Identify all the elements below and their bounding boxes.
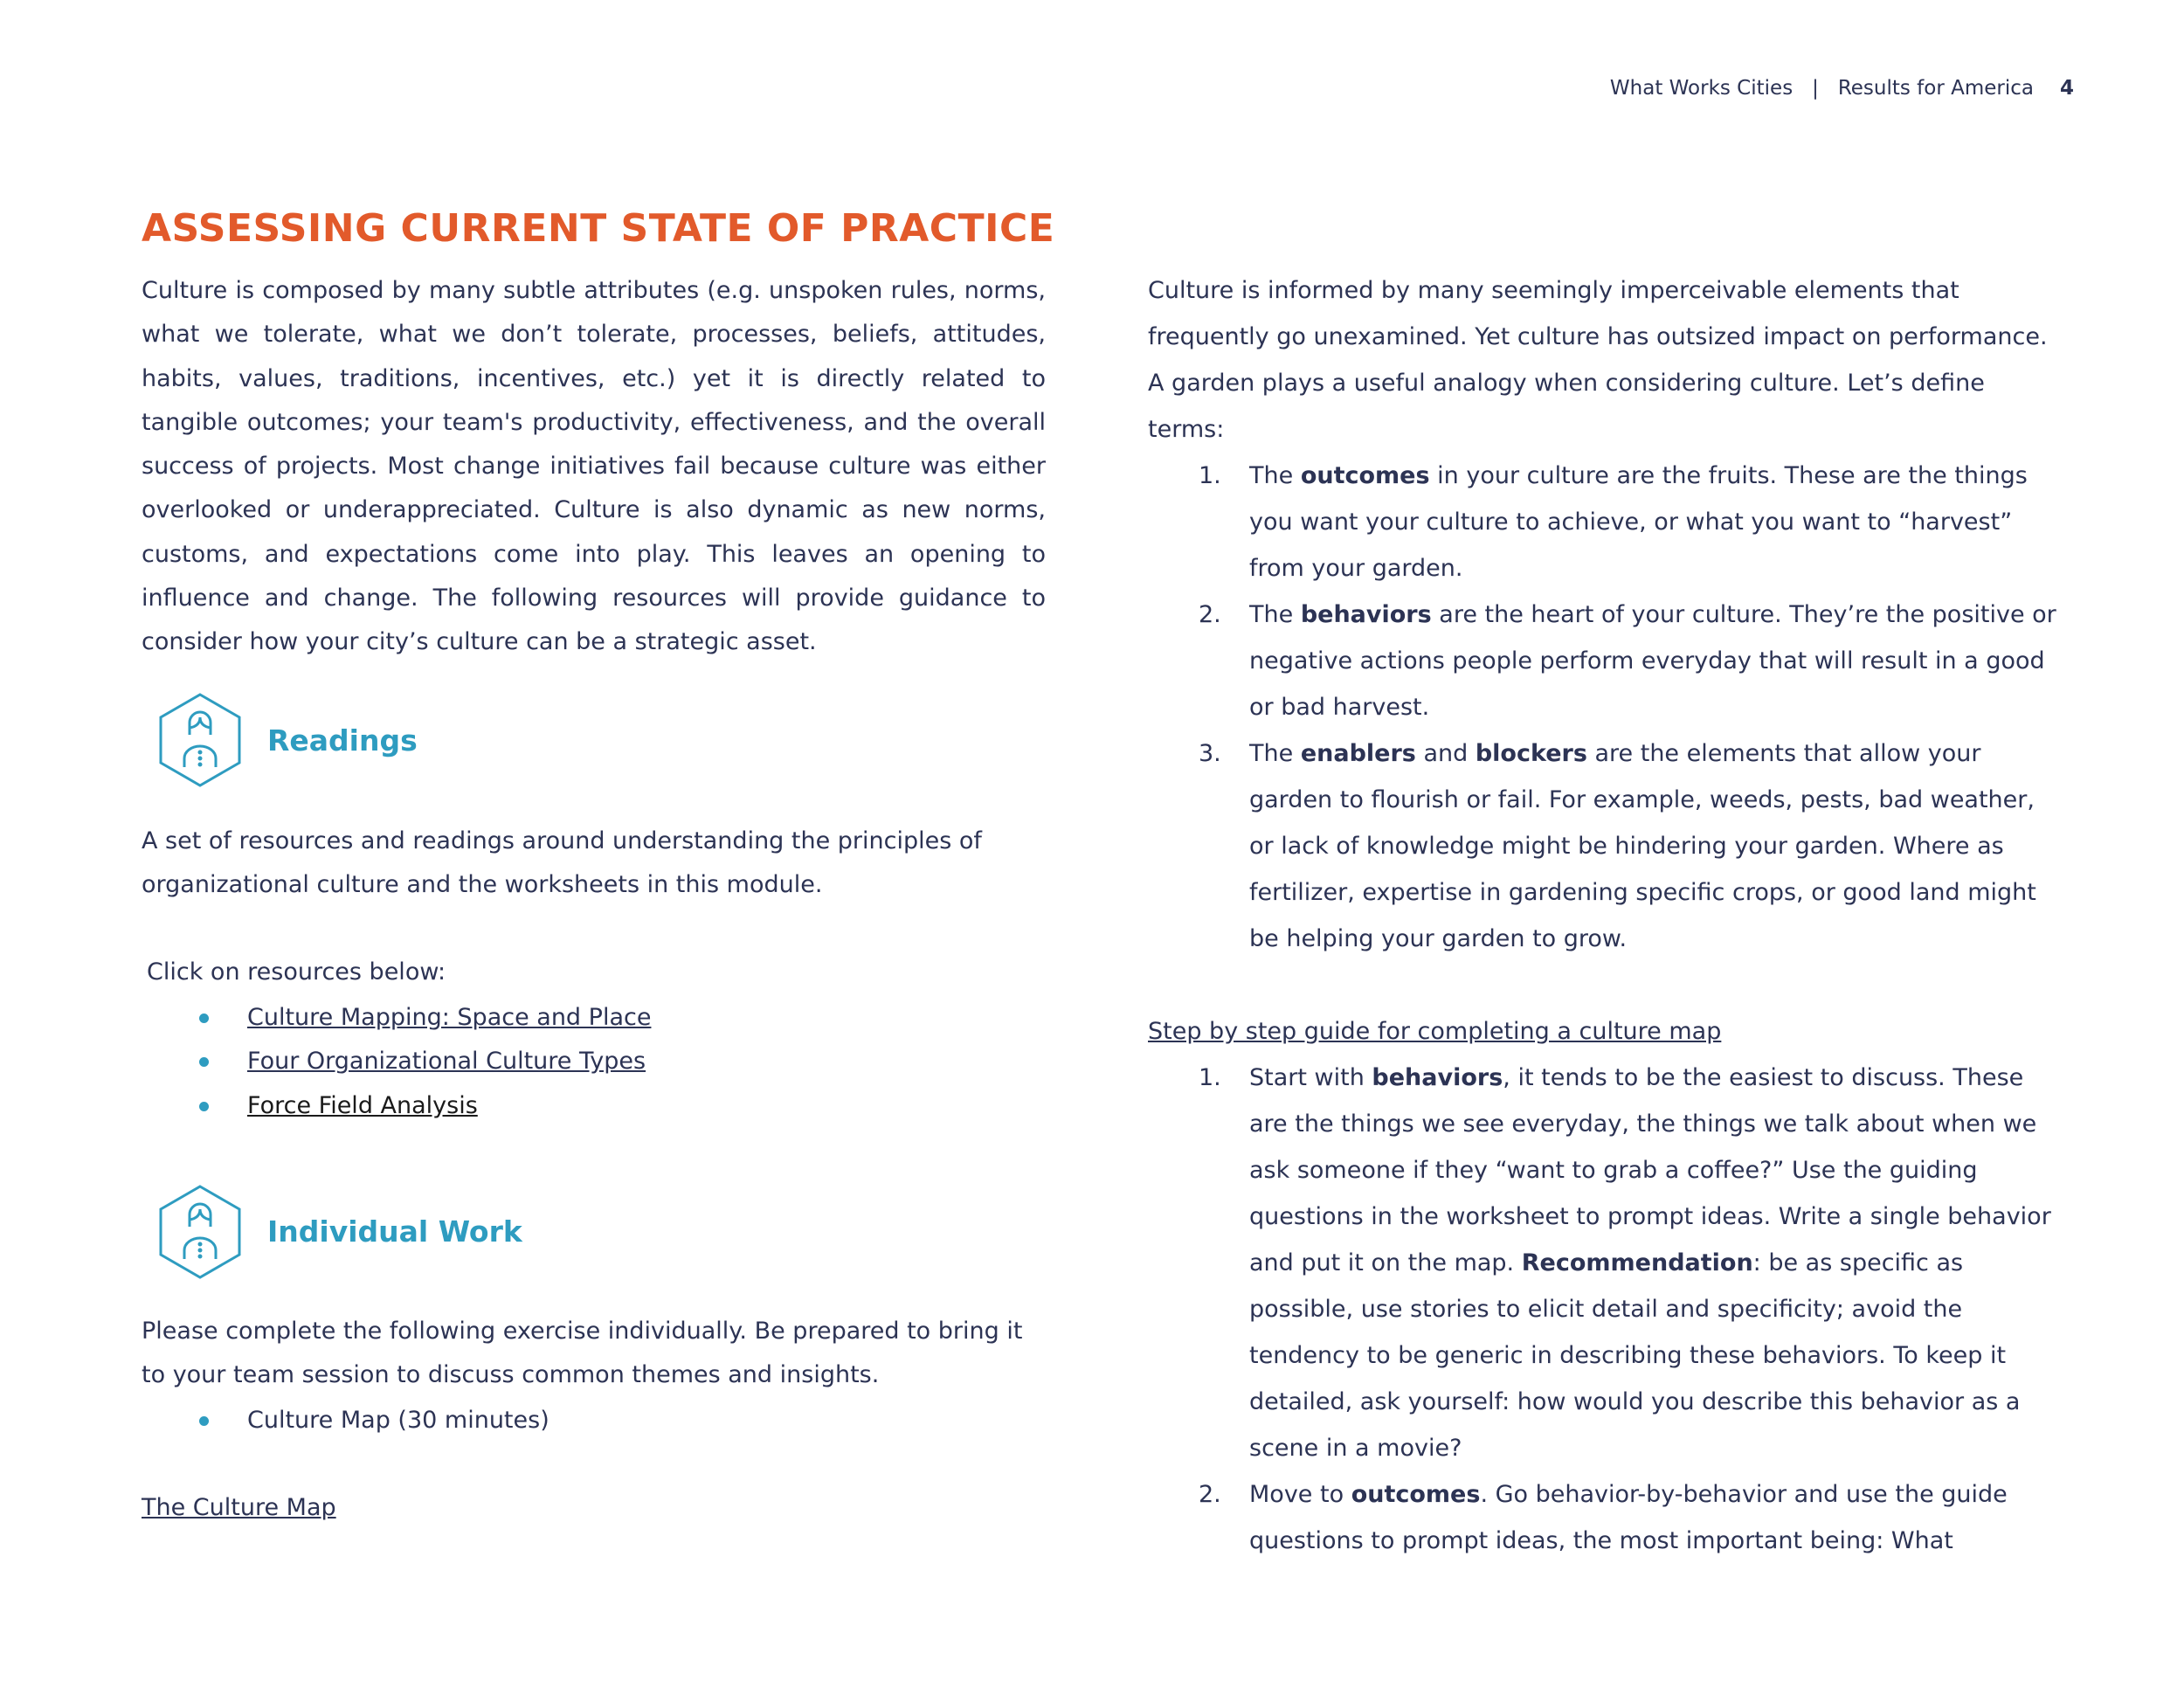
text-segment: . Go behavior-by-behavior and use the guide questions to prompt ideas, the most important being: What <box>1249 1481 2008 1554</box>
list-number: 2. <box>1199 1481 1221 1508</box>
list-item: Culture Map (30 minutes) <box>147 1399 549 1442</box>
bold-term: behaviors <box>1372 1064 1503 1091</box>
header-org: What Works Cities <box>1609 77 1794 100</box>
link-force-field-analysis[interactable]: Force Field Analysis <box>247 1091 478 1119</box>
bold-term: outcomes <box>1351 1481 1481 1508</box>
individual-work-items <box>147 1399 549 1442</box>
text-segment: and <box>1415 740 1476 767</box>
readings-heading: Readings <box>267 723 418 758</box>
page-title: ASSESSING CURRENT STATE OF PRACTICE <box>142 206 1055 251</box>
text-segment: are the heart of your culture. They’re the positive or negative actions people perform everyday that will result in a good or bad harvest. <box>1249 601 2056 721</box>
person-hexagon-icon <box>158 693 242 787</box>
header-separator: | <box>1812 77 1819 100</box>
text-segment: : be as specific as possible, use stories to elicit detail and specificity; avoid the tendency to be generic in describing these behaviors. To keep it detailed, ask yourself: how would you describe this behavior as a scene in a movie? <box>1249 1249 2021 1462</box>
list-item <box>147 1040 651 1083</box>
header-partner: Results for America <box>1837 77 2034 100</box>
terms-list <box>1148 453 2056 962</box>
list-number: 1. <box>1199 1064 1221 1091</box>
right-column <box>1148 267 2056 1564</box>
text-segment: The <box>1249 462 1301 489</box>
running-header <box>1610 77 2074 100</box>
list-item <box>147 1084 651 1128</box>
person-hexagon-icon <box>158 1185 242 1279</box>
text-segment: are the elements that allow your garden to flourish or fail. For example, weeds, pests, bad weather, or lack of knowledge might be hindering your garden. Where as fertilizer, expertise in gardening specific crops, or good land might be helping your garden to grow. <box>1249 740 2036 952</box>
bold-term: outcomes <box>1300 462 1430 489</box>
resource-links <box>147 996 651 1128</box>
bold-term: enablers <box>1300 740 1416 767</box>
page-number: 4 <box>2059 77 2074 100</box>
right-intro: Culture is informed by many seemingly imperceivable elements that frequently go unexamined. Yet culture has outsized impact on performance. A garden plays a useful analogy when considering culture. Let’s define terms: <box>1148 277 2048 443</box>
steps-list <box>1148 1055 2056 1564</box>
culture-map-link[interactable]: The Culture Map <box>142 1494 336 1521</box>
list-item <box>1148 453 2056 591</box>
text-segment: The <box>1249 740 1301 767</box>
link-four-culture-types[interactable]: Four Organizational Culture Types <box>247 1048 646 1076</box>
individual-work-heading: Individual Work <box>267 1214 522 1249</box>
individual-work-description: Please complete the following exercise individually. Be prepared to bring it to your team session to discuss common themes and insights. <box>142 1318 1023 1389</box>
list-item <box>1148 730 2056 962</box>
bold-term: behaviors <box>1300 601 1432 628</box>
list-number: 2. <box>1199 601 1221 628</box>
text-segment: The <box>1249 601 1301 628</box>
bold-term: Recommendation <box>1521 1249 1753 1276</box>
readings-description: A set of resources and readings around understanding the principles of organizational culture and the worksheets in this module. <box>142 827 982 899</box>
list-number: 3. <box>1199 740 1221 767</box>
step-by-step-guide-link[interactable]: Step by step guide for completing a culture map <box>1148 1018 1722 1045</box>
bold-term: blockers <box>1475 740 1587 767</box>
text-segment: Start with <box>1249 1064 1372 1091</box>
intro-paragraph: Culture is composed by many subtle attributes (e.g. unspoken rules, norms, what we tolerate, what we don’t tolerate, processes, beliefs, attitudes, habits, values, traditions, incentives, etc.) yet it is directly related to tangible outcomes; your team's productivity, effectiveness, and the overall success of projects. Most change initiatives fail because culture was either overlooked or underappreciated. Culture is also dynamic as new norms, customs, and expectations come into play. This leaves an opening to influence and change. The following resources will provide guidance to consider how your city’s culture can be a strategic asset. <box>142 277 1046 656</box>
list-item <box>1148 1055 2056 1471</box>
list-number: 1. <box>1199 462 1221 489</box>
text-segment: , it tends to be the easiest to discuss. These are the things we see everyday, the things we talk about when we ask someone if they “want to grab a coffee?” Use the guiding questions in the worksheet to prompt ideas. Write a single behavior and put it on the map. <box>1249 1064 2051 1276</box>
link-culture-mapping[interactable]: Culture Mapping: Space and Place <box>247 1004 652 1031</box>
text-segment: Move to <box>1249 1481 1351 1508</box>
list-item <box>1148 1471 2056 1564</box>
list-item <box>1148 591 2056 730</box>
text-segment: in your culture are the fruits. These are the things you want your culture to achieve, or what you want to “harvest” from your garden. <box>1249 462 2028 582</box>
list-item <box>147 996 651 1040</box>
click-prompt: Click on resources below: <box>147 958 446 986</box>
